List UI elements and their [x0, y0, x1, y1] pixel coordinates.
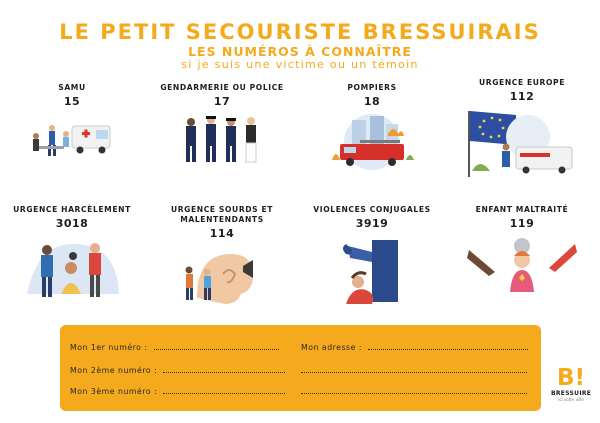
logo-tagline: ici votre ville [558, 397, 584, 402]
card-number: 3018 [55, 217, 89, 230]
card-label: SAMU [58, 83, 86, 92]
address-label: Mon adresse : [301, 343, 363, 352]
deaf-communication-illustration-icon [177, 244, 267, 308]
first-number-row [70, 343, 279, 352]
card-violences-conjugales [302, 205, 442, 304]
card-label: URGENCE SOURDS ET MALENTENDANTS [170, 205, 274, 224]
contact-form-panel [60, 325, 541, 411]
second-number-row [70, 366, 285, 375]
card-number: 3919 [355, 217, 389, 230]
address-field-line-1[interactable] [368, 343, 528, 350]
logo-name: BRESSUIRE [551, 390, 592, 397]
second-number-label: Mon 2ème numéro : [70, 366, 158, 375]
third-number-row [70, 387, 285, 396]
bressuire-logo [551, 366, 591, 416]
child-abuse-illustration-icon [467, 234, 577, 296]
first-number-label: Mon 1er numéro : [70, 343, 148, 352]
address-row [301, 343, 528, 352]
card-samu [2, 83, 142, 170]
address-line-3 [301, 387, 527, 396]
card-label: URGENCE HARCÈLEMENT [13, 205, 131, 214]
card-label: URGENCE EUROPE [478, 78, 565, 87]
card-pompiers [302, 83, 442, 174]
card-label: VIOLENCES CONJUGALES [313, 205, 431, 214]
card-number: 119 [509, 217, 535, 230]
card-label: GENDARMERIE OU POLICE [160, 83, 284, 92]
page-tagline: si je suis une victime ou un témoin [181, 58, 419, 71]
card-label: POMPIERS [347, 83, 397, 92]
card-label: ENFANT MALTRAITÉ [475, 205, 569, 214]
card-enfant-maltraite [452, 205, 592, 296]
card-harcelement [2, 205, 142, 304]
card-number: 18 [363, 95, 381, 108]
card-gendarmerie [152, 83, 292, 170]
third-number-label: Mon 3ème numéro : [70, 387, 158, 396]
card-urgence-europe [452, 78, 592, 181]
third-number-field[interactable] [163, 387, 285, 394]
page-subtitle: LES NUMÉROS À CONNAÎTRE [188, 44, 412, 59]
fire-truck-illustration-icon [326, 112, 418, 174]
first-number-field[interactable] [154, 343, 279, 350]
card-number: 17 [213, 95, 231, 108]
ambulance-illustration-icon [24, 112, 120, 170]
second-number-field[interactable] [163, 366, 285, 373]
page-title: LE PETIT SECOURISTE BRESSUIRAIS [59, 20, 541, 44]
address-field-line-3[interactable] [301, 387, 527, 394]
bullying-illustration-icon [23, 234, 121, 304]
police-officers-illustration-icon [177, 112, 267, 170]
card-sourds [152, 205, 292, 308]
address-line-2 [301, 366, 527, 375]
card-number: 112 [509, 90, 535, 103]
card-number: 114 [209, 227, 235, 240]
european-emergency-illustration-icon [462, 107, 582, 181]
domestic-violence-illustration-icon [332, 234, 412, 304]
card-number: 15 [63, 95, 81, 108]
address-field-line-2[interactable] [301, 366, 527, 373]
logo-mark: B! [556, 365, 586, 391]
